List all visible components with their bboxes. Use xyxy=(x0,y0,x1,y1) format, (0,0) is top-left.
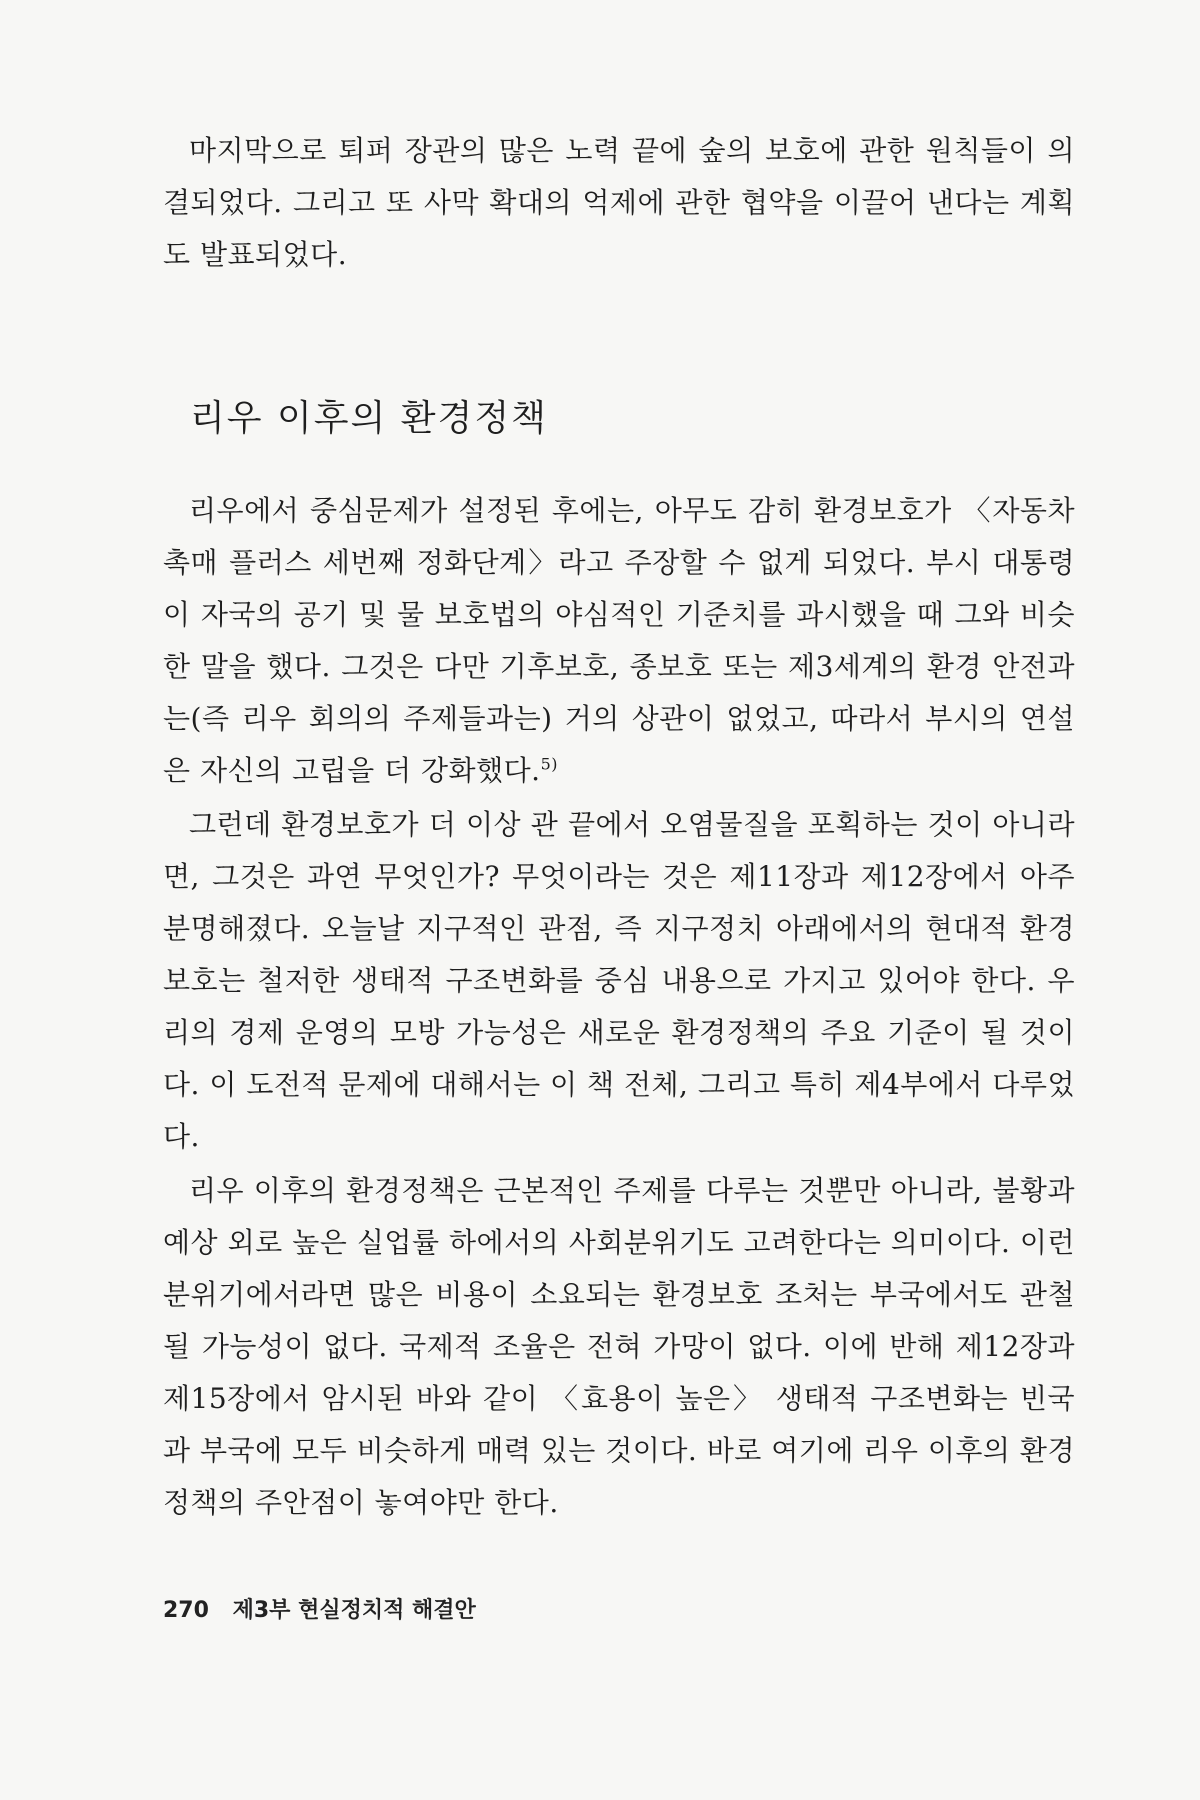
opening-paragraph-block xyxy=(163,125,1075,281)
page-footer xyxy=(163,1593,476,1624)
page-number: 270 xyxy=(163,1598,209,1623)
body-paragraph-2: 그런데 환경보호가 더 이상 관 끝에서 오염물질을 포획하는 것이 아니라면, 그것은 과연 무엇인가? 무엇이라는 것은 제11장과 제12장에서 아주 분명해졌다. 오늘날 지구적인 관점, 즉 지구정치 아래에서의 현대적 환경보호는 철저한 생태적 구조변화를 중심 내용으로 가지고 있어야 한다. 우리의 경제 운영의 모방 가능성은 새로운 환경정책의 주요 기준이 될 것이다. 이 도전적 문제에 대해서는 이 책 전체, 그리고 특히 제4부에서 다루었다. xyxy=(163,808,1075,1153)
opening-paragraph: 마지막으로 퇴퍼 장관의 많은 노력 끝에 숲의 보호에 관한 원칙들이 의결되었다. 그리고 또 사막 확대의 억제에 관한 협약을 이끌어 낸다는 계획도 발표되었다. xyxy=(163,134,1075,271)
running-title: 제3부 현실정치적 해결안 xyxy=(232,1598,476,1623)
footnote-marker: 5) xyxy=(540,754,559,774)
section-body xyxy=(163,485,1075,1529)
body-paragraph-1 xyxy=(163,485,1075,797)
section-heading: 리우 이후의 환경정책 xyxy=(190,398,548,439)
body-paragraph-3: 리우 이후의 환경정책은 근본적인 주제를 다루는 것뿐만 아니라, 불황과 예상 외로 높은 실업률 하에서의 사회분위기도 고려한다는 의미이다. 이런 분위기에서라면 많은 비용이 소요되는 환경보호 조처는 부국에서도 관철될 가능성이 없다. 국제적 조율은 전혀 가망이 없다. 이에 반해 제12장과 제15장에서 암시된 바와 같이 〈효용이 높은〉 생태적 구조변화는 빈국과 부국에 모두 비슷하게 매력 있는 것이다. 바로 여기에 리우 이후의 환경정책의 주안점이 놓여야만 한다. xyxy=(163,1174,1075,1519)
body-paragraph-1-text: 리우에서 중심문제가 설정된 후에는, 아무도 감히 환경보호가 〈자동차 촉매 플러스 세번째 정화단계〉라고 주장할 수 없게 되었다. 부시 대통령이 자국의 공기 및 물 보호법의 야심적인 기준치를 과시했을 때 그와 비슷한 말을 했다. 그것은 다만 기후보호, 종보호 또는 제3세계의 환경 안전과는(즉 리우 회의의 주제들과는) 거의 상관이 없었고, 따라서 부시의 연설은 자신의 고립을 더 강화했다. xyxy=(163,494,1075,787)
